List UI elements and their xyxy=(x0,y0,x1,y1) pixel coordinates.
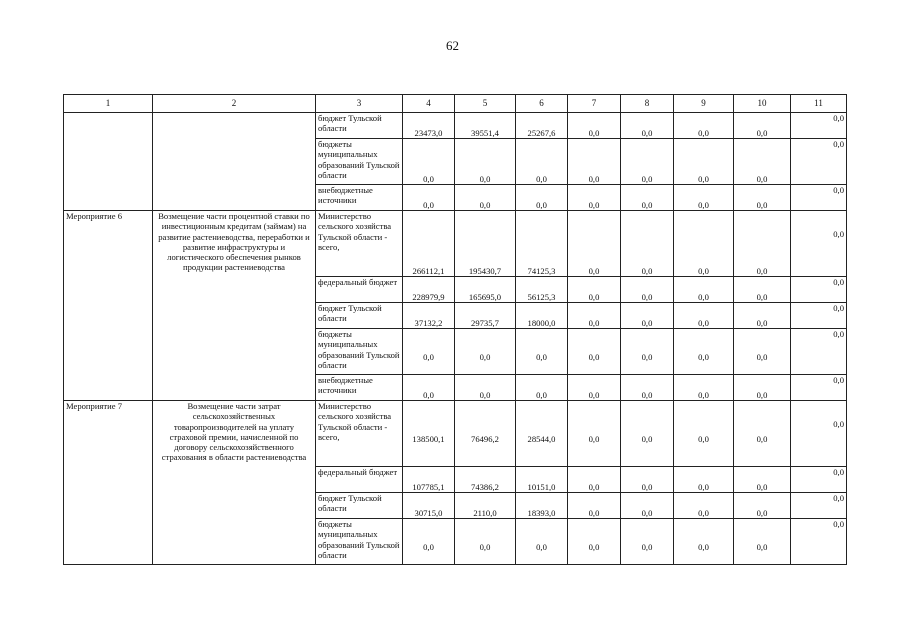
value-cell: 0,0 xyxy=(516,185,568,211)
value-cell: 0,0 xyxy=(621,113,674,139)
value-cell: 0,0 xyxy=(791,277,847,303)
value-cell: 0,0 xyxy=(621,493,674,519)
value-cell: 0,0 xyxy=(455,519,516,565)
value-cell: 0,0 xyxy=(734,375,791,401)
value-cell: 195430,7 xyxy=(455,211,516,277)
value-cell: 0,0 xyxy=(516,519,568,565)
value-cell: 0,0 xyxy=(674,375,734,401)
value-cell: 0,0 xyxy=(621,401,674,467)
value-cell: 10151,0 xyxy=(516,467,568,493)
source-cell: бюджеты муниципальных образований Тульской области xyxy=(316,329,403,375)
column-header: 3 xyxy=(316,95,403,113)
value-cell: 0,0 xyxy=(568,519,621,565)
value-cell: 0,0 xyxy=(568,467,621,493)
value-cell: 76496,2 xyxy=(455,401,516,467)
value-cell: 0,0 xyxy=(791,211,847,277)
source-cell: бюджет Тульской области xyxy=(316,493,403,519)
value-cell: 0,0 xyxy=(734,401,791,467)
value-cell: 74386,2 xyxy=(455,467,516,493)
column-header: 9 xyxy=(674,95,734,113)
value-cell: 0,0 xyxy=(674,185,734,211)
table-row xyxy=(64,113,847,139)
value-cell: 0,0 xyxy=(734,303,791,329)
value-cell: 0,0 xyxy=(791,493,847,519)
value-cell: 0,0 xyxy=(403,139,455,185)
value-cell: 0,0 xyxy=(568,277,621,303)
value-cell: 0,0 xyxy=(674,211,734,277)
value-cell: 0,0 xyxy=(621,139,674,185)
value-cell: 0,0 xyxy=(403,185,455,211)
budget-table xyxy=(63,94,847,565)
value-cell: 0,0 xyxy=(621,375,674,401)
value-cell: 0,0 xyxy=(516,139,568,185)
value-cell: 0,0 xyxy=(455,375,516,401)
value-cell: 0,0 xyxy=(568,185,621,211)
value-cell: 0,0 xyxy=(621,329,674,375)
value-cell: 0,0 xyxy=(734,329,791,375)
value-cell: 0,0 xyxy=(791,519,847,565)
value-cell: 266112,1 xyxy=(403,211,455,277)
value-cell: 0,0 xyxy=(403,519,455,565)
value-cell: 0,0 xyxy=(621,467,674,493)
value-cell: 0,0 xyxy=(791,113,847,139)
source-cell: федеральный бюджет xyxy=(316,467,403,493)
value-cell: 74125,3 xyxy=(516,211,568,277)
source-cell: Министерство сельского хозяйства Тульской области - всего, xyxy=(316,401,403,467)
value-cell: 0,0 xyxy=(568,303,621,329)
source-cell: внебюджетные источники xyxy=(316,185,403,211)
value-cell: 0,0 xyxy=(674,467,734,493)
value-cell: 0,0 xyxy=(734,519,791,565)
value-cell: 0,0 xyxy=(734,467,791,493)
column-header: 11 xyxy=(791,95,847,113)
value-cell: 0,0 xyxy=(674,493,734,519)
value-cell: 0,0 xyxy=(516,329,568,375)
measure-name-cell: Мероприятие 7 xyxy=(64,401,153,565)
value-cell: 2110,0 xyxy=(455,493,516,519)
value-cell: 0,0 xyxy=(568,211,621,277)
source-cell: бюджеты муниципальных образований Тульской области xyxy=(316,519,403,565)
value-cell: 0,0 xyxy=(734,493,791,519)
value-cell: 25267,6 xyxy=(516,113,568,139)
value-cell: 0,0 xyxy=(734,113,791,139)
value-cell: 0,0 xyxy=(621,277,674,303)
value-cell: 0,0 xyxy=(455,185,516,211)
value-cell: 0,0 xyxy=(568,375,621,401)
value-cell: 28544,0 xyxy=(516,401,568,467)
measure-name-cell xyxy=(64,113,153,211)
value-cell: 0,0 xyxy=(791,329,847,375)
value-cell: 0,0 xyxy=(455,139,516,185)
value-cell: 0,0 xyxy=(568,113,621,139)
source-cell: бюджеты муниципальных образований Тульской области xyxy=(316,139,403,185)
value-cell: 0,0 xyxy=(403,375,455,401)
value-cell: 0,0 xyxy=(568,401,621,467)
column-header: 4 xyxy=(403,95,455,113)
column-header: 2 xyxy=(153,95,316,113)
column-header: 7 xyxy=(568,95,621,113)
value-cell: 18000,0 xyxy=(516,303,568,329)
value-cell: 0,0 xyxy=(674,401,734,467)
measure-name-cell: Мероприятие 6 xyxy=(64,211,153,401)
value-cell: 0,0 xyxy=(791,375,847,401)
value-cell: 0,0 xyxy=(455,329,516,375)
value-cell: 138500,1 xyxy=(403,401,455,467)
column-header: 8 xyxy=(621,95,674,113)
value-cell: 0,0 xyxy=(674,329,734,375)
value-cell: 0,0 xyxy=(791,467,847,493)
page-number: 62 xyxy=(446,38,459,53)
value-cell: 0,0 xyxy=(791,303,847,329)
value-cell: 0,0 xyxy=(568,329,621,375)
value-cell: 29735,7 xyxy=(455,303,516,329)
source-cell: внебюджетные источники xyxy=(316,375,403,401)
value-cell: 0,0 xyxy=(674,519,734,565)
measure-description-cell xyxy=(153,113,316,211)
value-cell: 0,0 xyxy=(516,375,568,401)
value-cell: 0,0 xyxy=(621,519,674,565)
value-cell: 0,0 xyxy=(734,139,791,185)
value-cell: 0,0 xyxy=(568,493,621,519)
value-cell: 23473,0 xyxy=(403,113,455,139)
value-cell: 0,0 xyxy=(674,113,734,139)
value-cell: 0,0 xyxy=(791,401,847,467)
value-cell: 0,0 xyxy=(568,139,621,185)
header-row xyxy=(64,95,847,113)
value-cell: 0,0 xyxy=(621,185,674,211)
value-cell: 0,0 xyxy=(791,139,847,185)
value-cell: 165695,0 xyxy=(455,277,516,303)
value-cell: 0,0 xyxy=(621,211,674,277)
value-cell: 228979,9 xyxy=(403,277,455,303)
column-header: 1 xyxy=(64,95,153,113)
value-cell: 0,0 xyxy=(734,185,791,211)
value-cell: 0,0 xyxy=(734,277,791,303)
column-header: 10 xyxy=(734,95,791,113)
column-header: 6 xyxy=(516,95,568,113)
measure-description-cell: Возмещение части затрат сельскохозяйственных товаропроизводителей на уплату страховой премии, начисленной по договору сельскохозяйственного страхования в области растениеводства xyxy=(153,401,316,565)
value-cell: 0,0 xyxy=(403,329,455,375)
value-cell: 0,0 xyxy=(674,303,734,329)
source-cell: бюджет Тульской области xyxy=(316,113,403,139)
measure-description-cell: Возмещение части процентной ставки по инвестиционным кредитам (займам) на развитие растениеводства, переработки и развитие инфраструктуры и логистического обеспечения рынков продукции растениеводства xyxy=(153,211,316,401)
value-cell: 0,0 xyxy=(791,185,847,211)
value-cell: 37132,2 xyxy=(403,303,455,329)
value-cell: 0,0 xyxy=(621,303,674,329)
table-row xyxy=(64,401,847,467)
value-cell: 0,0 xyxy=(674,139,734,185)
source-cell: бюджет Тульской области xyxy=(316,303,403,329)
value-cell: 107785,1 xyxy=(403,467,455,493)
value-cell: 39551,4 xyxy=(455,113,516,139)
value-cell: 30715,0 xyxy=(403,493,455,519)
source-cell: Министерство сельского хозяйства Тульской области - всего, xyxy=(316,211,403,277)
value-cell: 0,0 xyxy=(734,211,791,277)
value-cell: 56125,3 xyxy=(516,277,568,303)
column-header: 5 xyxy=(455,95,516,113)
table-row xyxy=(64,211,847,277)
value-cell: 18393,0 xyxy=(516,493,568,519)
value-cell: 0,0 xyxy=(674,277,734,303)
source-cell: федеральный бюджет xyxy=(316,277,403,303)
